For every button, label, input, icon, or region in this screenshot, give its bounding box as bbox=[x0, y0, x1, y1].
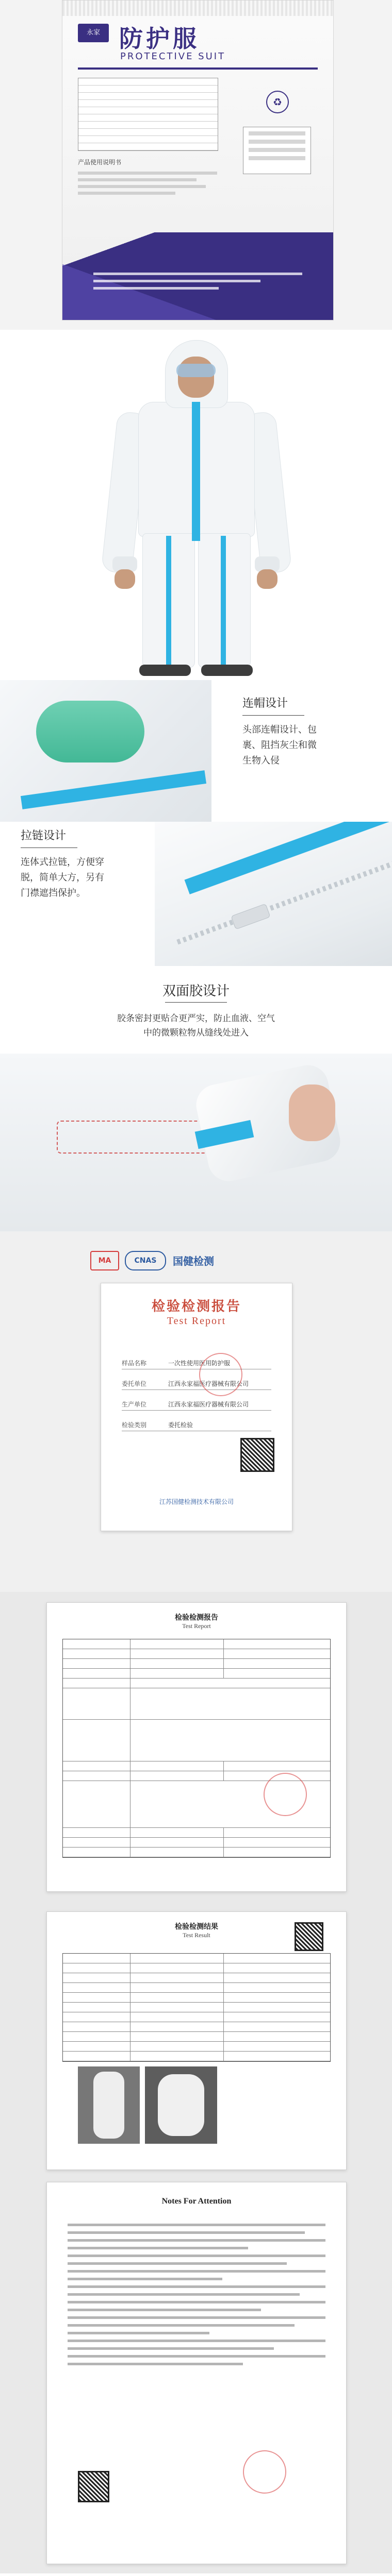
report-notes-page bbox=[46, 2182, 347, 2564]
report-row bbox=[122, 1397, 271, 1411]
left-hand bbox=[115, 569, 135, 589]
right-leg-tape bbox=[221, 536, 226, 665]
report-row bbox=[122, 1376, 271, 1390]
tear-strip bbox=[62, 1, 333, 16]
page1-stamp bbox=[264, 1773, 307, 1816]
notes-title: Notes For Attention bbox=[161, 2197, 232, 2206]
report-notes-section bbox=[0, 2177, 392, 2573]
zipper-feature-title: 拉链设计 bbox=[21, 829, 67, 842]
report-page1 bbox=[46, 1602, 347, 1892]
report-row-label: 委托单位 bbox=[122, 1380, 147, 1387]
manufacturer-print bbox=[93, 268, 302, 294]
recycle-icon: ♻ bbox=[266, 91, 289, 113]
right-hand bbox=[257, 569, 277, 589]
report-row bbox=[122, 1355, 271, 1369]
hood-feature-line: 生物入侵 bbox=[242, 755, 280, 766]
hood-feature-line: 头部连帽设计、包 bbox=[242, 724, 317, 735]
report-title-en: Test Report bbox=[167, 1315, 226, 1327]
brand-logo: 永家 bbox=[78, 24, 109, 42]
zipper-feature-line: 门襟遮挡保护。 bbox=[21, 888, 86, 899]
report-row-value: 委托检验 bbox=[168, 1421, 193, 1429]
red-seal-stamp bbox=[199, 1353, 242, 1396]
report-page2 bbox=[46, 1911, 347, 2170]
tape-feature-rule bbox=[165, 1002, 227, 1003]
tape-feature-title: 双面胶设计 bbox=[162, 984, 230, 999]
notes-qr bbox=[78, 2471, 109, 2502]
hood-feature-text bbox=[242, 722, 317, 769]
params-section bbox=[0, 2573, 392, 2576]
report-cover-section bbox=[0, 1231, 392, 1592]
zipper-feature-text bbox=[21, 855, 104, 901]
package-section bbox=[0, 0, 392, 330]
page1-title-en: Test Report bbox=[182, 1622, 211, 1630]
tape-feature-line: 中的微颗粒物从缝线处进入 bbox=[143, 1028, 249, 1038]
report-page1-section bbox=[0, 1592, 392, 1906]
hood-feature-section bbox=[0, 680, 392, 822]
label-note: 产品使用说明书 bbox=[78, 159, 122, 166]
notes-stamp bbox=[243, 2450, 286, 2494]
page2-table bbox=[62, 1953, 331, 2062]
report-title: 检验检测报告 bbox=[151, 1299, 241, 1314]
page2-qr bbox=[295, 1922, 323, 1951]
lab-company: 江苏国健检测技术有限公司 bbox=[159, 1498, 234, 1505]
cma-logo: MA bbox=[90, 1251, 119, 1270]
page2-title: 检验检测结果 bbox=[175, 1923, 218, 1931]
blue-band bbox=[21, 770, 206, 809]
sample-photo-front bbox=[78, 2066, 140, 2144]
package-subtitle: PROTECTIVE SUIT bbox=[120, 51, 226, 62]
fine-print bbox=[78, 168, 217, 198]
report-row-label: 生产单位 bbox=[122, 1401, 147, 1408]
tape-feature-text bbox=[0, 1011, 392, 1040]
page2-title-en: Test Result bbox=[183, 1931, 210, 1939]
sample-photo-back bbox=[145, 2066, 217, 2144]
report-row-label: 检验类别 bbox=[122, 1421, 147, 1429]
report-row-value: 江西永家福医疗器械有限公司 bbox=[168, 1380, 249, 1387]
tape-feature-section bbox=[0, 966, 392, 1231]
zipper-feature-line: 连体式拉链，方便穿 bbox=[21, 857, 104, 868]
zipper-feature-section bbox=[0, 822, 392, 966]
hood-feature-rule bbox=[242, 715, 304, 716]
model-section bbox=[0, 330, 392, 680]
left-shoe bbox=[139, 665, 191, 676]
package-bag bbox=[62, 0, 334, 320]
spec-table bbox=[78, 78, 218, 151]
tape-feature-line: 胶条密封更贴合更严实，防止血液、空气 bbox=[117, 1013, 275, 1024]
page1-title: 检验检测报告 bbox=[175, 1614, 218, 1622]
left-leg-tape bbox=[166, 536, 171, 665]
report-cover bbox=[101, 1283, 292, 1531]
package-title: 防护服 bbox=[119, 25, 200, 53]
title-rule bbox=[78, 67, 318, 70]
zipper-feature-line: 脱，简单大方，另有 bbox=[21, 872, 104, 883]
report-page2-section bbox=[0, 1906, 392, 2177]
hood-feature-title: 连帽设计 bbox=[242, 697, 288, 710]
zipper-tape bbox=[192, 402, 200, 541]
lab-name: 国健检测 bbox=[173, 1255, 214, 1267]
hood-photo bbox=[0, 680, 211, 822]
right-shoe bbox=[201, 665, 253, 676]
hood-feature-line: 裹、阻挡灰尘和微 bbox=[242, 740, 317, 751]
report-row-label: 样品名称 bbox=[122, 1360, 147, 1367]
cnas-logo: CNAS bbox=[125, 1251, 166, 1270]
cert-logos bbox=[0, 1247, 392, 1273]
report-row bbox=[122, 1417, 271, 1431]
page1-table bbox=[62, 1639, 331, 1858]
report-row-value: 江西永家福医疗器械有限公司 bbox=[168, 1401, 249, 1408]
report-row-value: 一次性使用医用防护服 bbox=[168, 1360, 231, 1367]
model-face bbox=[178, 357, 214, 398]
info-box bbox=[243, 127, 311, 174]
finger bbox=[289, 1084, 335, 1141]
goggle-detail bbox=[36, 701, 144, 762]
goggles bbox=[176, 364, 216, 377]
notes-text bbox=[68, 2218, 325, 2370]
qr-code bbox=[240, 1438, 274, 1472]
